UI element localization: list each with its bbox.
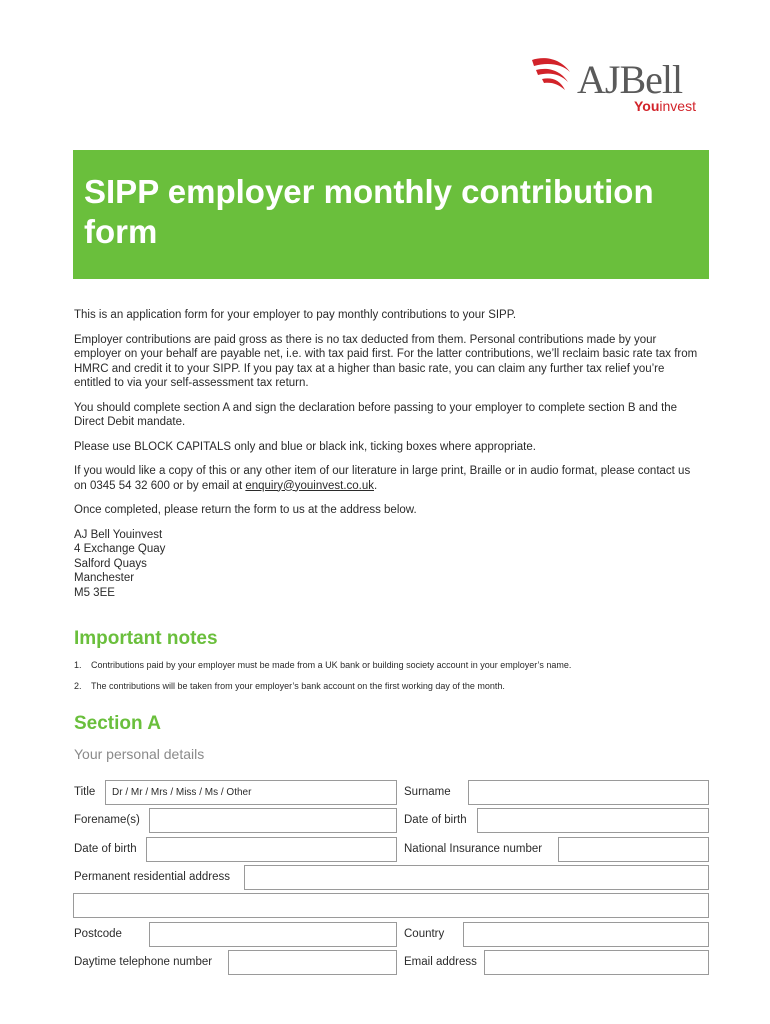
note-item: 1. Contributions paid by your employer must be made from a UK bank or building society account in your employer’s name. [74,660,572,670]
intro-paragraph-5: If you would like a copy of this or any other item of our literature in large print, Braille or in audio format, please contact us on 0345 54 32 600 or by email at enquiry@youinvest.co.uk. [74,465,691,492]
address-field-line-1[interactable] [244,865,709,890]
email-label: Email address [404,956,477,968]
phone-field[interactable] [228,950,397,975]
email-field[interactable] [484,950,709,975]
note-item: 2. The contributions will be taken from your employer’s bank account on the first working day of the month. [74,681,505,691]
address-line: Manchester [74,572,135,584]
address-field-line-2[interactable] [73,893,709,918]
logo-subbrand: Youinvest [634,98,696,114]
address-line: M5 3EE [74,586,115,599]
date-of-birth-field[interactable] [146,837,397,862]
surname-label: Surname [404,786,451,798]
address-line: 4 Exchange Quay [74,543,166,555]
forenames-label: Forename(s) [74,814,140,826]
logo-brand-text: AJBell [577,57,683,102]
intro-text [74,308,704,600]
email-link[interactable]: enquiry@youinvest.co.uk [245,479,374,492]
postcode-field[interactable] [149,922,397,947]
address-line: AJ Bell Youinvest [74,528,163,541]
section-a-heading: Section A [74,713,161,734]
intro-paragraph-3: You should complete section A and sign the declaration before passing to your employer to complete section B and the Direct Debit mandate. [74,401,678,428]
phone-label: Daytime telephone number [74,956,213,968]
personal-details-subheading: Your personal details [74,746,205,762]
address-label: Permanent residential address [74,871,230,883]
address-line: Salford Quays [74,557,147,570]
important-notes-list [74,659,704,701]
surname-field[interactable] [468,780,709,805]
intro-paragraph-4: Please use BLOCK CAPITALS only and blue or black ink, ticking boxes where appropriate. [74,440,536,453]
ajbell-logo [530,50,712,120]
postcode-label: Postcode [74,928,122,940]
date-of-birth-label: Date of birth [74,843,137,855]
ni-number-label: National Insurance number [404,843,543,855]
forenames-field[interactable] [149,808,397,833]
title-label: Title [74,786,96,798]
title-field[interactable]: Dr / Mr / Mrs / Miss / Ms / Other [105,780,397,805]
country-field[interactable] [463,922,709,947]
date-of-birth-label: Date of birth [404,814,467,826]
title-banner [73,150,709,279]
page-title: SIPP employer monthly contribution form [84,173,654,250]
country-label: Country [404,928,445,940]
intro-paragraph-1: This is an application form for your employer to pay monthly contributions to your SIPP. [74,309,517,321]
intro-paragraph-2: Employer contributions are paid gross as there is no tax deducted from them. Personal contributions made by your employer on your behalf are payable net, i.e. with tax paid first. For the latter contributions, we’ll reclaim basic rate tax from HMRC and credit it to your SIPP. If you pay tax at a higher than basic rate, you can claim any further tax relief you’re entitled to via your self-assessment tax return. [74,333,698,389]
ni-number-field[interactable] [558,837,709,862]
return-address [74,528,704,601]
important-notes-heading: Important notes [74,628,218,649]
ajbell-swoosh-icon [530,50,578,94]
date-of-birth-field[interactable] [477,808,709,833]
intro-paragraph-6: Once completed, please return the form to us at the address below. [74,504,417,516]
